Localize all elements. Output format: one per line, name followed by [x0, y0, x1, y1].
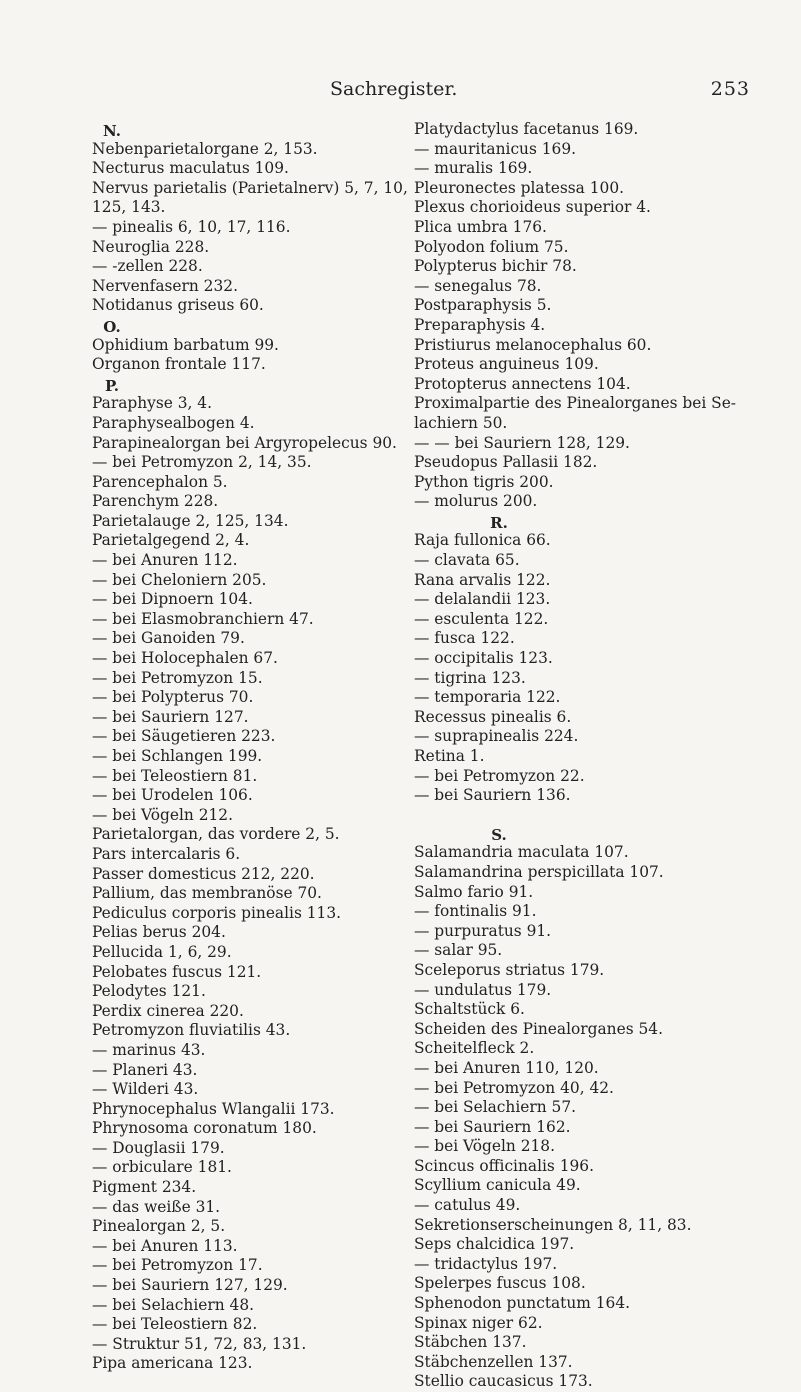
index-entry: — pinealis 6, 10, 17, 116. — [92, 217, 291, 236]
index-entry: Plica umbra 176. — [414, 217, 547, 236]
index-entry: Scheitelfleck 2. — [414, 1039, 535, 1058]
index-entry-continuation: 125, 143. — [92, 198, 166, 217]
index-entry: Polyodon folium 75. — [414, 237, 569, 256]
index-entry: — muralis 169. — [414, 159, 533, 178]
index-entry: — bei Selachiern 57. — [414, 1098, 577, 1117]
section-letter: R. — [490, 513, 508, 532]
index-entry: — bei Anuren 112. — [92, 551, 238, 570]
index-entry: — esculenta 122. — [414, 609, 549, 628]
index-entry: Nervenfasern 232. — [92, 276, 238, 295]
index-entry: — bei Anuren 113. — [92, 1236, 238, 1255]
index-entry: Paraphysealbogen 4. — [92, 413, 255, 432]
index-entry: — bei Sauriern 127. — [92, 707, 249, 726]
index-entry: — bei Teleostiern 81. — [92, 766, 258, 785]
index-entry: — bei Cheloniern 205. — [92, 570, 267, 589]
index-entry: — Wilderi 43. — [92, 1080, 199, 1099]
index-entry: — bei Schlangen 199. — [92, 747, 263, 765]
section-letter: S. — [491, 825, 507, 844]
index-column-left — [92, 120, 408, 1374]
index-entry: — bei Petromyzon 17. — [92, 1256, 263, 1275]
index-entry: Nervus parietalis (Parietalnerv) 5, 7, 10, — [92, 178, 408, 197]
index-entry: Recessus pinealis 6. — [414, 707, 572, 726]
index-entry: Raja fullonica 66. — [414, 531, 551, 550]
index-entry: — bei Vögeln 212. — [92, 805, 233, 824]
index-entry: Proteus anguineus 109. — [414, 355, 599, 374]
index-entry: — das weiße 31. — [92, 1197, 221, 1216]
section-letter: P. — [104, 376, 120, 395]
index-entry: Passer domesticus 212, 220. — [92, 864, 315, 883]
index-entry: Proximalpartie des Pinealorganes bei Se- — [414, 394, 737, 413]
index-entry: Salamandria maculata 107. — [414, 843, 629, 862]
index-entry: Ophidium barbatum 99. — [92, 335, 279, 354]
index-entry: Organon frontale 117. — [92, 355, 266, 374]
index-entry: — Struktur 51, 72, 83, 131. — [92, 1334, 307, 1353]
index-entry: — bei Polypterus 70. — [92, 688, 254, 707]
index-entry: Scheiden des Pinealorganes 54. — [414, 1019, 663, 1038]
index-entry: Sphenodon punctatum 164. — [414, 1294, 631, 1313]
index-entry: — senegalus 78. — [414, 276, 542, 295]
index-entry: — bei Sauriern 162. — [414, 1117, 571, 1136]
index-entry: — bei Urodelen 106. — [92, 786, 253, 805]
index-entry: Stellio caucasicus 173. — [414, 1372, 593, 1391]
index-entry: Seps chalcidica 197. — [414, 1235, 575, 1254]
index-entry: Python tigris 200. — [414, 472, 554, 491]
index-entry: Pelodytes 121. — [92, 982, 206, 1001]
index-entry: Sceleporus striatus 179. — [414, 960, 605, 979]
index-entry: — bei Säugetieren 223. — [92, 727, 276, 746]
index-entry: Pseudopus Pallasii 182. — [414, 453, 598, 472]
index-entry: — fontinalis 91. — [414, 902, 537, 921]
index-entry: — bei Petromyzon 40, 42. — [414, 1078, 614, 1097]
index-entry: Stäbchen 137. — [414, 1333, 527, 1352]
index-entry: Necturus maculatus 109. — [92, 159, 289, 178]
index-column-right — [414, 120, 784, 1392]
index-entry: — bei Dipnoern 104. — [92, 590, 253, 609]
index-entry: Petromyzon fluviatilis 43. — [92, 1021, 291, 1040]
index-entry: Pipa americana 123. — [92, 1354, 253, 1373]
index-entry: Spelerpes fuscus 108. — [414, 1274, 586, 1293]
index-entry: Plexus chorioideus superior 4. — [414, 198, 651, 217]
index-entry: Pallium, das membranöse 70. — [92, 884, 322, 903]
index-entry: Schaltstück 6. — [414, 1000, 525, 1019]
index-entry: — mauritanicus 169. — [414, 139, 577, 158]
index-entry: Pleuronectes platessa 100. — [414, 178, 625, 197]
index-entry: — undulatus 179. — [414, 980, 552, 999]
section-letter: O. — [103, 317, 121, 336]
section-letter: N. — [103, 122, 121, 140]
index-entry: Sekretionserscheinungen 8, 11, 83. — [414, 1215, 692, 1234]
index-entry: — suprapinealis 224. — [414, 727, 579, 746]
index-entry-continuation: lachiern 50. — [414, 413, 508, 432]
index-entry: — purpuratus 91. — [414, 921, 552, 940]
running-head — [330, 78, 750, 102]
index-entry: Pediculus corporis pinealis 113. — [92, 903, 342, 922]
index-entry: — salar 95. — [414, 941, 503, 960]
index-entry: — bei Vögeln 218. — [414, 1137, 555, 1156]
index-entry: Pigment 234. — [92, 1178, 197, 1197]
index-entry: Scyllium canicula 49. — [414, 1176, 581, 1195]
index-entry: Parietalorgan, das vordere 2, 5. — [92, 825, 340, 844]
index-entry: Pristiurus melanocephalus 60. — [414, 335, 652, 354]
index-entry: Pinealorgan 2, 5. — [92, 1217, 226, 1236]
index-entry: Protopterus annectens 104. — [414, 374, 631, 393]
index-entry: Stäbchenzellen 137. — [414, 1352, 573, 1371]
index-entry: Salamandrina perspicillata 107. — [414, 862, 664, 881]
page-number: 253 — [710, 78, 750, 100]
index-entry: — delalandii 123. — [414, 590, 551, 609]
index-entry: Salmo fario 91. — [414, 882, 534, 901]
index-entry: — bei Sauriern 127, 129. — [92, 1276, 288, 1295]
index-entry: — catulus 49. — [414, 1196, 521, 1215]
index-entry: Parenchym 228. — [92, 492, 219, 511]
index-entry: Spinax niger 62. — [414, 1313, 543, 1332]
index-entry: Nebenparietalorgane 2, 153. — [92, 139, 318, 158]
index-entry: — Planeri 43. — [92, 1060, 198, 1079]
index-entry: — bei Ganoiden 79. — [92, 629, 245, 648]
index-entry: Platydactylus facetanus 169. — [414, 120, 639, 138]
index-entry: Phrynosoma coronatum 180. — [92, 1119, 317, 1138]
index-entry: Parietalauge 2, 125, 134. — [92, 511, 289, 530]
index-entry: — Douglasii 179. — [92, 1138, 225, 1157]
index-entry: — bei Anuren 110, 120. — [414, 1058, 599, 1077]
index-entry: Pellucida 1, 6, 29. — [92, 942, 232, 961]
index-entry: Parencephalon 5. — [92, 472, 228, 491]
index-entry: — clavata 65. — [414, 551, 520, 570]
index-entry: Pelobates fuscus 121. — [92, 962, 262, 981]
running-head-title: Sachregister. — [330, 78, 458, 100]
index-entry: — marinus 43. — [92, 1040, 206, 1059]
index-entry: Perdix cinerea 220. — [92, 1001, 244, 1020]
index-entry: Parietalgegend 2, 4. — [92, 531, 250, 550]
index-entry: — bei Petromyzon 22. — [414, 766, 585, 785]
index-entry: — temporaria 122. — [414, 688, 561, 707]
index-entry: Polypterus bichir 78. — [414, 257, 577, 276]
index-entry: Paraphyse 3, 4. — [92, 394, 212, 413]
index-entry: — bei Petromyzon 15. — [92, 668, 263, 687]
index-entry: Retina 1. — [414, 747, 485, 765]
index-entry: Postparaphysis 5. — [414, 296, 552, 315]
index-entry: — molurus 200. — [414, 492, 538, 511]
index-entry: Neuroglia 228. — [92, 237, 210, 256]
index-entry: — tridactylus 197. — [414, 1254, 558, 1273]
index-entry: Parapinealorgan bei Argyropelecus 90. — [92, 433, 397, 452]
index-entry: Notidanus griseus 60. — [92, 296, 264, 315]
index-entry: — bei Selachiern 48. — [92, 1295, 255, 1314]
index-entry: Scincus officinalis 196. — [414, 1156, 594, 1175]
index-entry: — bei Holocephalen 67. — [92, 649, 278, 668]
index-entry: — — bei Sauriern 128, 129. — [414, 433, 630, 452]
index-entry: — occipitalis 123. — [414, 649, 553, 668]
index-entry: — bei Elasmobranchiern 47. — [92, 609, 314, 628]
index-entry: Preparaphysis 4. — [414, 315, 546, 334]
index-entry: — fusca 122. — [414, 629, 515, 648]
index-entry: — orbiculare 181. — [92, 1158, 232, 1177]
index-entry: Phrynocephalus Wlangalii 173. — [92, 1099, 335, 1118]
index-entry: — bei Teleostiern 82. — [92, 1315, 258, 1334]
index-entry: — tigrina 123. — [414, 668, 526, 687]
index-entry: — bei Petromyzon 2, 14, 35. — [92, 453, 312, 472]
index-entry: Rana arvalis 122. — [414, 570, 551, 589]
index-entry: — bei Sauriern 136. — [414, 786, 571, 805]
index-entry: — -zellen 228. — [92, 257, 203, 276]
index-entry: Pelias berus 204. — [92, 923, 226, 942]
index-entry: Pars intercalaris 6. — [92, 844, 241, 863]
